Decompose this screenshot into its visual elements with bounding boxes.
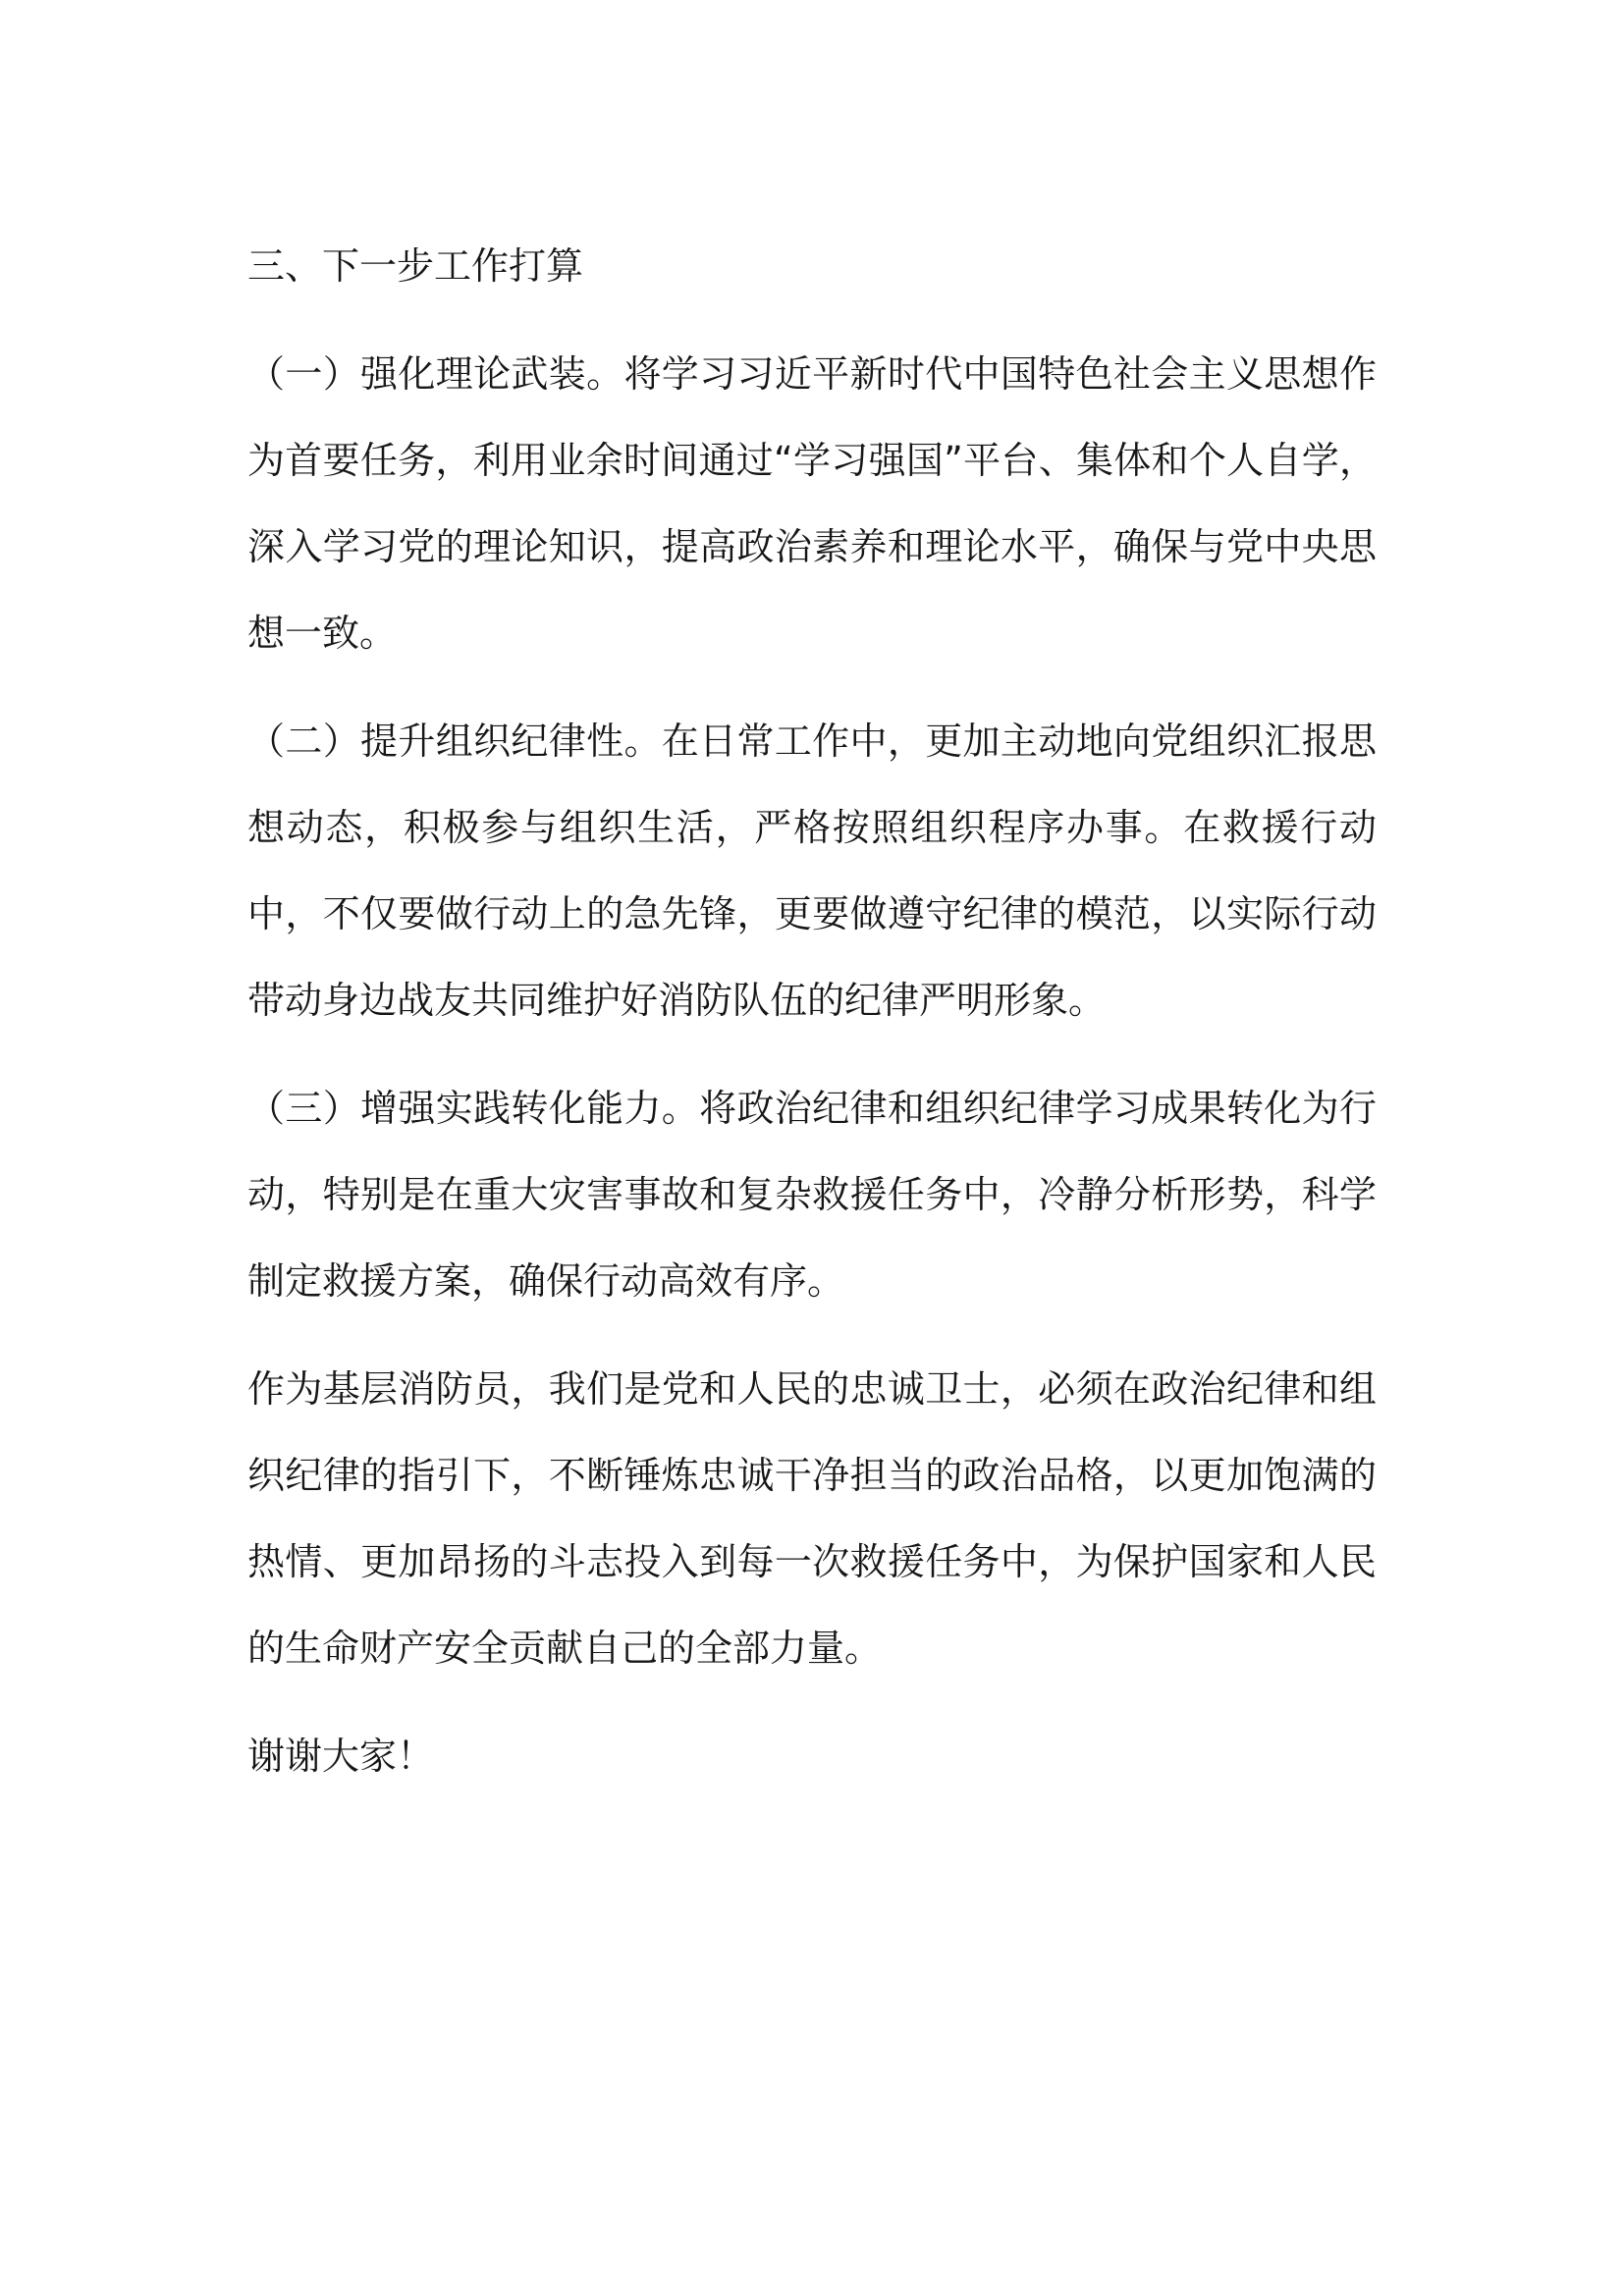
paragraph-practice-transformation: （三）增强实践转化能力。将政治纪律和组织纪律学习成果转化为行动，特别是在重大灾害事故和复杂救援任务中，冷静分析形势，科学制定救援方案，确保行动高效有序。 [247,1087,1377,1303]
paragraph-organizational-discipline: （二）提升组织纪律性。在日常工作中，更加主动地向党组织汇报思想动态，积极参与组织生活，严格按照组织程序办事。在救援行动中，不仅要做行动上的急先锋，更要做遵守纪律的模范，以实际行动带动身边战友共同维护好消防队伍的纪律严明形象。 [247,720,1377,1022]
paragraph-conclusion: 作为基层消防员，我们是党和人民的忠诚卫士，必须在政治纪律和组织纪律的指引下，不断锤炼忠诚干净担当的政治品格，以更加饱满的热情、更加昂扬的斗志投入到每一次救援任务中，为保护国家和人民的生命财产安全贡献自己的全部力量。 [247,1367,1377,1670]
section-heading: 三、下一步工作打算 [247,244,584,288]
document-body [247,223,1377,1821]
closing-thanks: 谢谢大家！ [247,1735,435,1778]
paragraph-strengthen-theory: （一）强化理论武装。将学习习近平新时代中国特色社会主义思想作为首要任务，利用业余时间通过“学习强国”平台、集体和个人自学，深入学习党的理论知识，提高政治素养和理论水平，确保与党中央思想一致。 [247,352,1377,655]
